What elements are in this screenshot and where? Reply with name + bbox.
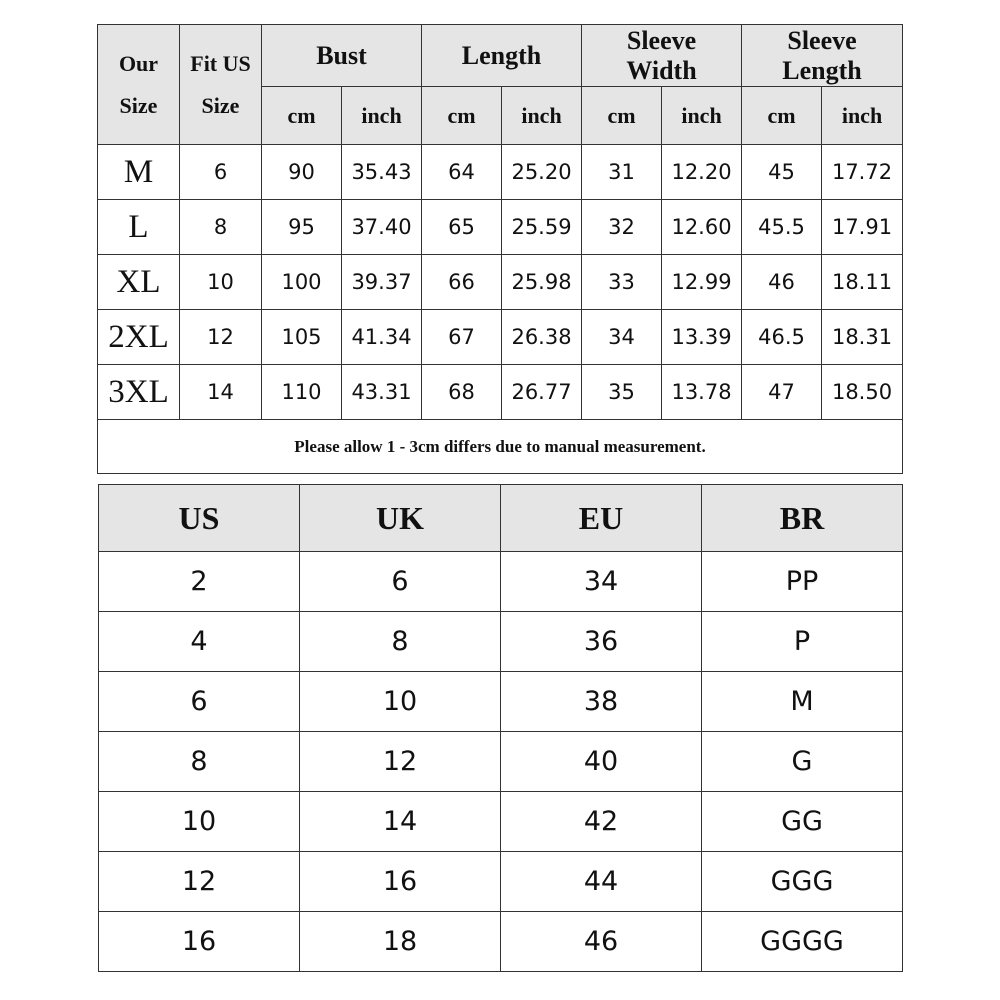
table-cell: 25.59 — [502, 200, 582, 255]
table-cell: 18.11 — [822, 255, 903, 310]
table-row — [99, 612, 903, 672]
table-cell: 8 — [300, 612, 501, 672]
size-label: L — [98, 200, 180, 255]
table-cell: 14 — [180, 365, 262, 420]
header-our-size: Our Size — [98, 25, 180, 145]
table-cell: 46 — [501, 912, 702, 972]
table-cell: 12 — [99, 852, 300, 912]
table-cell: 10 — [180, 255, 262, 310]
header-fit-us-size: Fit US Size — [180, 25, 262, 145]
table-cell: 26.38 — [502, 310, 582, 365]
table-cell: G — [702, 732, 903, 792]
table-cell: 64 — [422, 145, 502, 200]
table-cell: 110 — [262, 365, 342, 420]
table-cell: 43.31 — [342, 365, 422, 420]
table-cell: M — [702, 672, 903, 732]
table-cell: 95 — [262, 200, 342, 255]
table-cell: 2 — [99, 552, 300, 612]
table-cell: 37.40 — [342, 200, 422, 255]
table-cell: 45 — [742, 145, 822, 200]
table-cell: 6 — [300, 552, 501, 612]
table-cell: 16 — [99, 912, 300, 972]
table-cell: 12.99 — [662, 255, 742, 310]
table-cell: 34 — [582, 310, 662, 365]
table-cell: 25.20 — [502, 145, 582, 200]
table-cell: 33 — [582, 255, 662, 310]
table-cell: GGGG — [702, 912, 903, 972]
table-cell: 39.37 — [342, 255, 422, 310]
table-row — [99, 792, 903, 852]
measurement-note: Please allow 1 - 3cm differs due to manual measurement. — [98, 420, 903, 474]
table-cell: 35 — [582, 365, 662, 420]
table-cell: 18.31 — [822, 310, 903, 365]
table-cell: 67 — [422, 310, 502, 365]
size-label: M — [98, 145, 180, 200]
table-cell: 32 — [582, 200, 662, 255]
table-row — [98, 310, 903, 365]
header-sleeve-width: Sleeve Width — [582, 25, 742, 87]
table-cell: 34 — [501, 552, 702, 612]
table-row — [98, 255, 903, 310]
table-cell: 44 — [501, 852, 702, 912]
table-row — [99, 672, 903, 732]
header-sleeve-length: Sleeve Length — [742, 25, 903, 87]
size-measurement-table — [97, 24, 903, 474]
table-row — [99, 852, 903, 912]
unit-header: inch — [822, 87, 903, 145]
header-eu: EU — [501, 485, 702, 552]
table-cell: 105 — [262, 310, 342, 365]
table-row — [99, 552, 903, 612]
table-cell: 12.60 — [662, 200, 742, 255]
size-label: 2XL — [98, 310, 180, 365]
table-cell: 4 — [99, 612, 300, 672]
table-cell: 8 — [99, 732, 300, 792]
table-cell: 66 — [422, 255, 502, 310]
header-bust: Bust — [262, 25, 422, 87]
table-cell: 45.5 — [742, 200, 822, 255]
table-cell: 12 — [180, 310, 262, 365]
unit-header: inch — [342, 87, 422, 145]
table-cell: 35.43 — [342, 145, 422, 200]
table-cell: 13.78 — [662, 365, 742, 420]
table-cell: 17.91 — [822, 200, 903, 255]
table-cell: 6 — [180, 145, 262, 200]
table-cell: 8 — [180, 200, 262, 255]
unit-header: cm — [742, 87, 822, 145]
table-cell: GG — [702, 792, 903, 852]
table-cell: 26.77 — [502, 365, 582, 420]
unit-header: inch — [662, 87, 742, 145]
table-cell: 31 — [582, 145, 662, 200]
size-conversion-table — [98, 484, 903, 972]
header-uk: UK — [300, 485, 501, 552]
table-cell: 18 — [300, 912, 501, 972]
table-cell: P — [702, 612, 903, 672]
size-label: XL — [98, 255, 180, 310]
table-cell: 65 — [422, 200, 502, 255]
table-cell: 42 — [501, 792, 702, 852]
table-cell: 46 — [742, 255, 822, 310]
table-cell: 36 — [501, 612, 702, 672]
table-cell: 40 — [501, 732, 702, 792]
table-cell: 41.34 — [342, 310, 422, 365]
table-cell: GGG — [702, 852, 903, 912]
table-row — [98, 200, 903, 255]
table-row — [99, 912, 903, 972]
table-row — [98, 365, 903, 420]
table-cell: 18.50 — [822, 365, 903, 420]
table-cell: 68 — [422, 365, 502, 420]
table-cell: 38 — [501, 672, 702, 732]
header-br: BR — [702, 485, 903, 552]
table-cell: 90 — [262, 145, 342, 200]
header-us: US — [99, 485, 300, 552]
unit-header: inch — [502, 87, 582, 145]
table-cell: 25.98 — [502, 255, 582, 310]
header-length: Length — [422, 25, 582, 87]
table-cell: 10 — [300, 672, 501, 732]
table-cell: 12 — [300, 732, 501, 792]
table-row — [99, 732, 903, 792]
table-cell: 12.20 — [662, 145, 742, 200]
table-cell: PP — [702, 552, 903, 612]
table-cell: 14 — [300, 792, 501, 852]
unit-header: cm — [422, 87, 502, 145]
table-cell: 100 — [262, 255, 342, 310]
unit-header: cm — [262, 87, 342, 145]
table-cell: 13.39 — [662, 310, 742, 365]
table-cell: 10 — [99, 792, 300, 852]
table-cell: 46.5 — [742, 310, 822, 365]
table-cell: 6 — [99, 672, 300, 732]
table-cell: 17.72 — [822, 145, 903, 200]
table-cell: 16 — [300, 852, 501, 912]
table-row — [98, 145, 903, 200]
table-cell: 47 — [742, 365, 822, 420]
size-label: 3XL — [98, 365, 180, 420]
unit-header: cm — [582, 87, 662, 145]
